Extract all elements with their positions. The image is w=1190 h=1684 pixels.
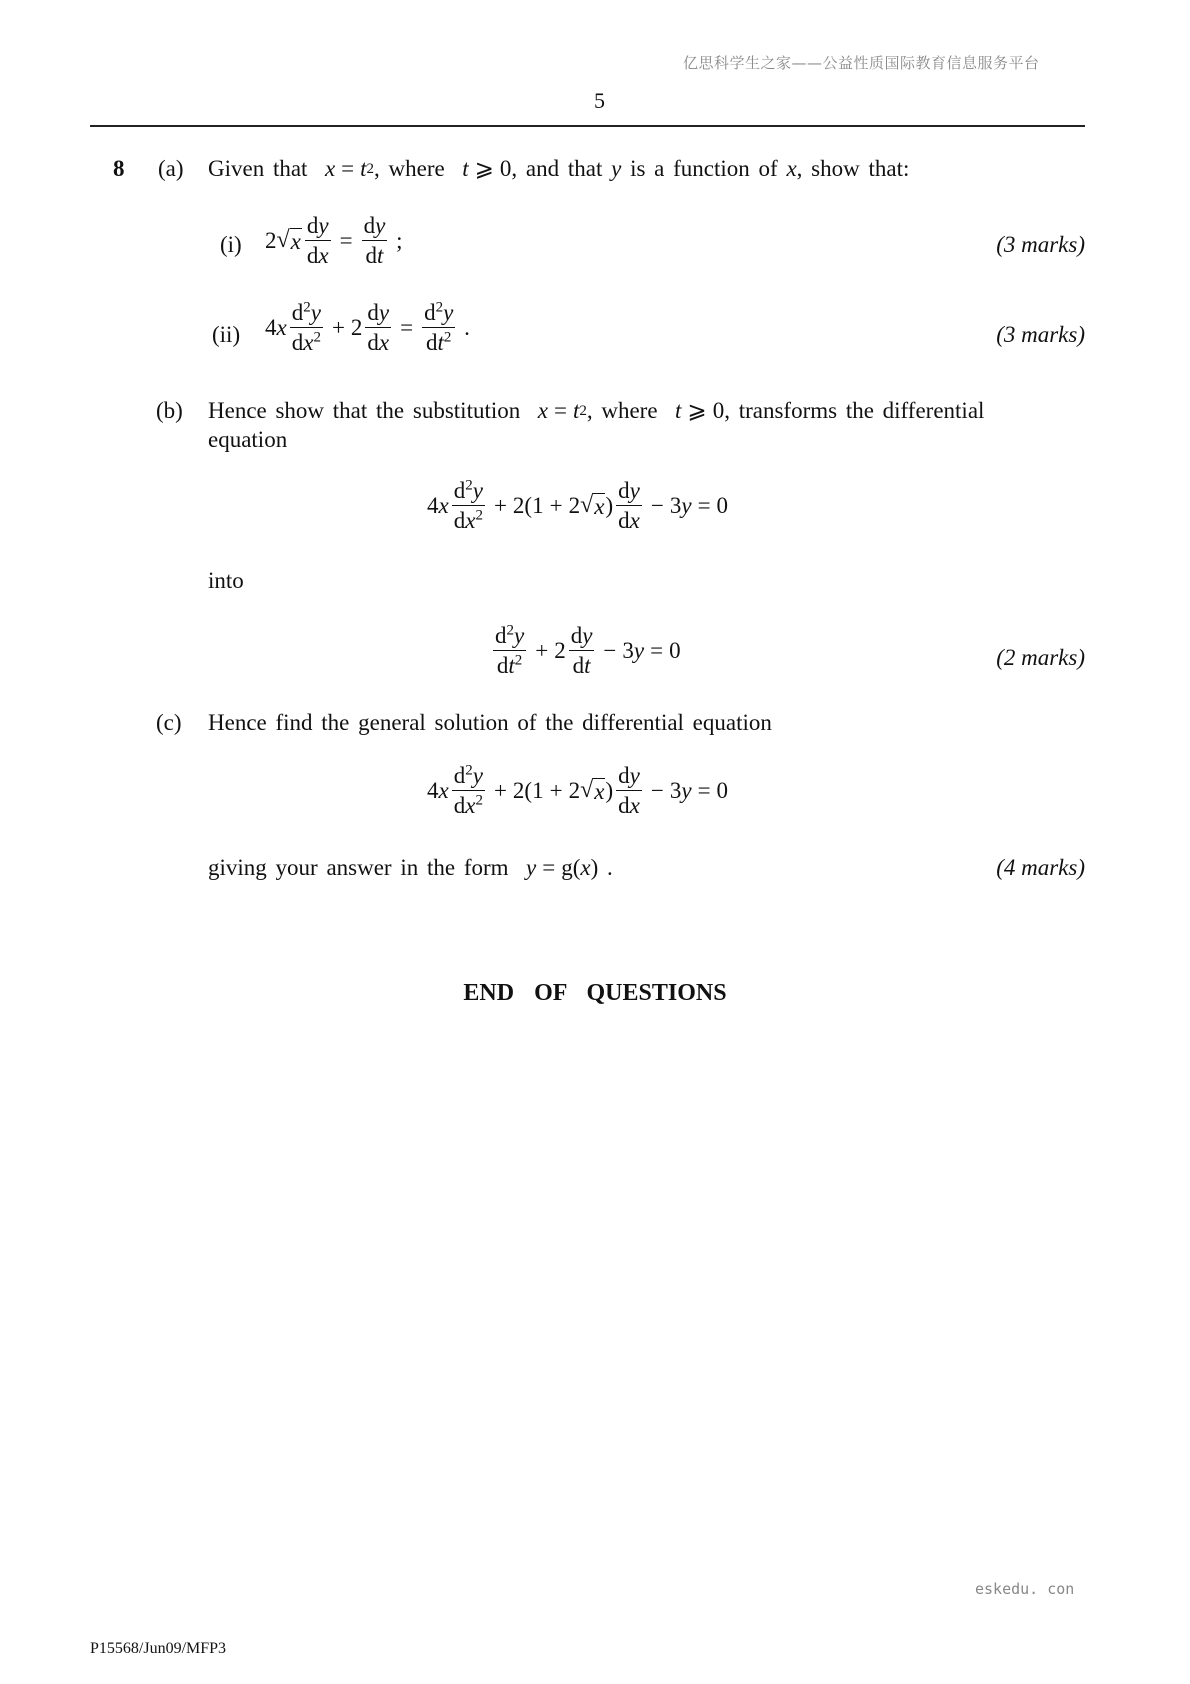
eq-t-nonneg: t ⩾ 0	[675, 398, 725, 423]
part-a-intro-2: , where	[374, 156, 445, 181]
part-c-answer-line	[208, 855, 613, 881]
header-rule	[90, 125, 1085, 127]
part-b-text-1: Hence show that the substitution	[208, 398, 521, 423]
part-b-into: into	[208, 568, 244, 593]
eq-y-equals-gx: y = g( x ) .	[526, 855, 613, 880]
sub-ii-marks: (3 marks)	[996, 322, 1085, 347]
equation-c: 4 x $\frac{d^2y}{dx^2}$ + 2(1 + 2 √ x ) $\frac{dy}{dx}$ − 3 y = 0	[427, 762, 729, 819]
sub-i-label: (i)	[220, 232, 242, 257]
equation-ii: 4 x $\frac{d^2y}{dx^2}$ + 2 $\frac{dy}{dx}$ = $\frac{d^2y}{dt^2}$ .	[265, 299, 470, 356]
part-a-intro-1: Given that	[208, 156, 308, 181]
part-a-label: (a)	[158, 156, 184, 181]
part-c-answer-text: giving your answer in the form	[208, 855, 509, 880]
paper-code: P15568/Jun09/MFP3	[90, 1640, 227, 1657]
part-b-line2: equation	[208, 427, 288, 452]
part-c-marks: (4 marks)	[996, 855, 1085, 880]
part-b-line1	[208, 398, 984, 424]
eq-t-geq-zero: t ⩾ 0	[462, 156, 512, 181]
part-c-text: Hence find the general solution of the differential equation	[208, 710, 772, 735]
end-of-questions: END OF QUESTIONS	[463, 980, 727, 1006]
part-a-intro-3: , and that	[511, 156, 603, 181]
part-b-marks: (2 marks)	[996, 645, 1085, 670]
equation-b-original: 4 x $\frac{d^2y}{dx^2}$ + 2(1 + 2 √ x ) $\frac{dy}{dx}$ − 3 y = 0	[427, 477, 729, 534]
part-a-intro: Given that x = t 2 , where t ⩾ 0, and that y is a function of x, show that:	[208, 156, 910, 181]
footer-watermark: eskedu. con	[975, 1580, 1075, 1598]
sub-i-marks: (3 marks)	[996, 232, 1085, 257]
part-a-intro-4: is a function of	[630, 156, 778, 181]
equation-b-transformed: $\frac{d^2y}{dt^2}$ + 2 $\frac{dy}{dt}$ − 3 y = 0	[495, 622, 681, 679]
eq-x-equals-t-squared: x = t 2	[324, 156, 375, 181]
question-number: 8	[113, 156, 125, 181]
header-watermark: 亿思科学生之家——公益性质国际教育信息服务平台	[683, 54, 1040, 72]
part-b-label: (b)	[156, 398, 183, 423]
part-b-text-2: , where	[586, 398, 658, 423]
part-b-text-3: , transforms the differential	[724, 398, 985, 423]
part-c-label: (c)	[156, 710, 182, 735]
equation-i: 2 √ x $\frac{dy}{dx}$ = $\frac{dy}{dt}$ ;	[265, 213, 403, 269]
page-number: 5	[594, 88, 605, 113]
part-a-intro-5: , show that:	[796, 156, 910, 181]
sub-ii-label: (ii)	[212, 322, 241, 347]
eq-substitution: x = t 2	[537, 398, 587, 423]
